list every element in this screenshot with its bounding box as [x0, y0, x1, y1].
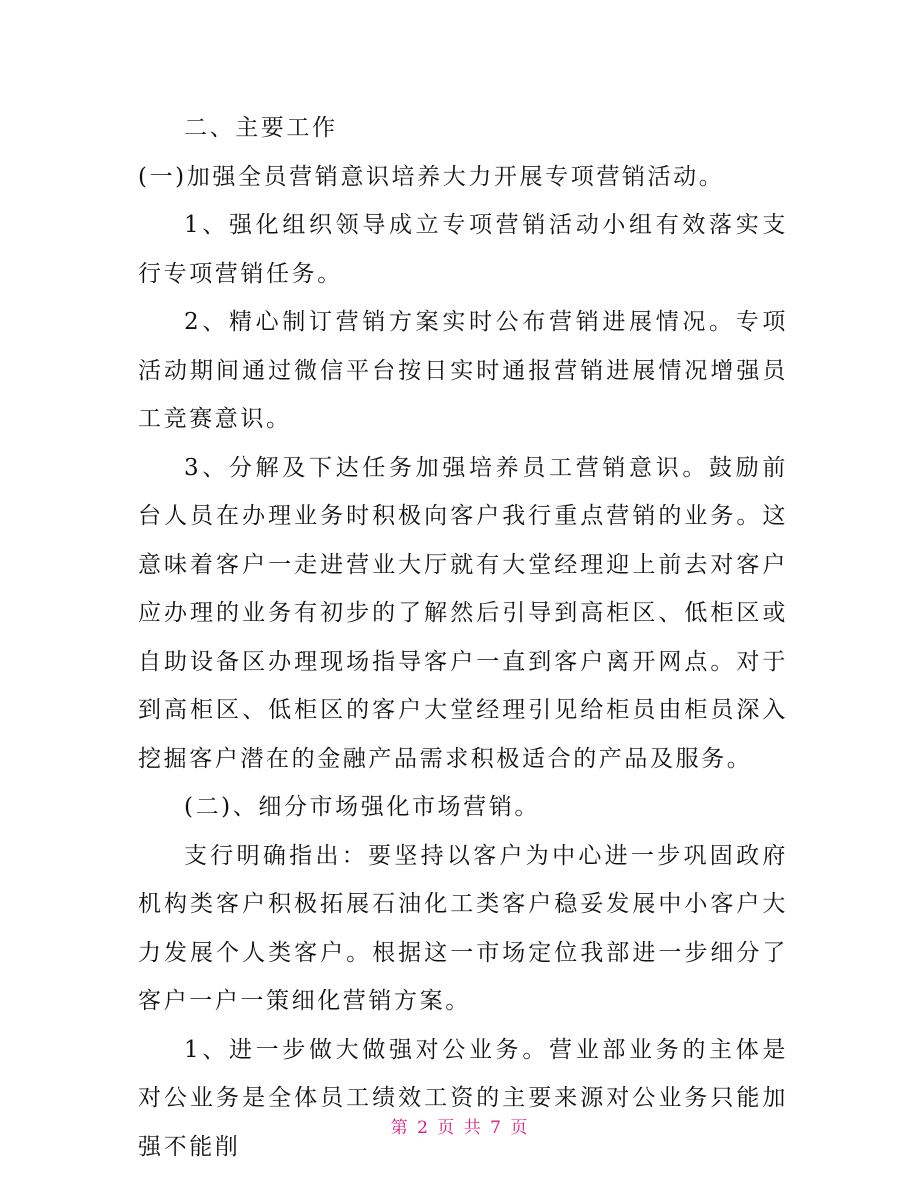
- footer-total-suffix: 页: [510, 1118, 530, 1138]
- footer-total-pages: 7: [490, 1118, 503, 1138]
- footer-total-prefix: 共: [463, 1118, 483, 1138]
- footer-page-label: 页: [437, 1118, 457, 1138]
- item-2-1-paragraph: 1、进一步做大做强对公业务。营业部业务的主体是对公业务是全体员工绩效工资的主要来源对公业务只能加强不能削: [138, 1036, 788, 1160]
- page-footer: [0, 1113, 920, 1138]
- footer-prefix: 第: [390, 1118, 410, 1138]
- section-2-intro-paragraph: 支行明确指出：要坚持以客户为中心进一步巩固政府机构类客户积极拓展石油化工类客户稳妥发展中小客户大力发展个人类客户。根据这一市场定位我部进一步细分了客户一户一策细化营销方案。: [138, 842, 788, 1014]
- section-1-title: (一)加强全员营销意识培养大力开展专项营销活动。: [138, 163, 725, 190]
- item-1-1-paragraph: 1、强化组织领导成立专项营销活动小组有效落实支行专项营销任务。: [138, 212, 788, 287]
- section-2-title: (二)、细分市场强化市场营销。: [184, 794, 540, 820]
- item-1-3-paragraph: 3、分解及下达任务加强培养员工营销意识。鼓励前台人员在办理业务时积极向客户我行重点营销的业务。这意味着客户一走进营业大厅就有大堂经理迎上前去对客户应办理的业务有初步的了解然后引导到高柜区、低柜区或自助设备区办理现场指导客户一直到客户离开网点。对于到高柜区、低柜区的客户大堂经理引见给柜员由柜员深入挖掘客户潜在的金融产品需求积极适合的产品及服务。: [138, 454, 788, 772]
- footer-current-page: 2: [417, 1118, 430, 1138]
- document-body: [138, 104, 788, 1171]
- heading-main-work: 二、主要工作: [184, 115, 338, 141]
- item-1-2-paragraph: 2、精心制订营销方案实时公布营销进展情况。专项活动期间通过微信平台按日实时通报营销进展情况增强员工竞赛意识。: [138, 309, 788, 432]
